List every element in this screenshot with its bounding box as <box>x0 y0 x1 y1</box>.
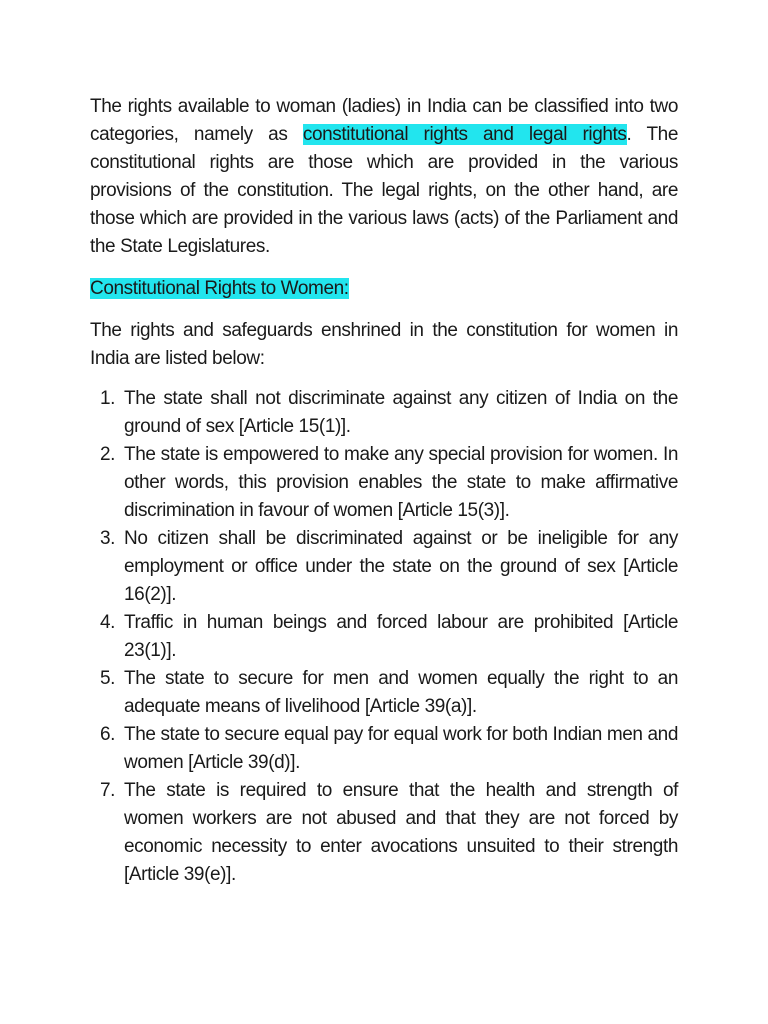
list-item <box>90 777 678 889</box>
list-item-number: 7. <box>100 780 116 801</box>
intro-paragraph <box>90 93 678 261</box>
list-item <box>90 721 678 777</box>
list-item-text: The state shall not discriminate against any citizen of India on the ground of sex [Article 15(1)]. <box>124 388 678 437</box>
list-item-text: The state to secure for men and women equally the right to an adequate means of livelihood [Article 39(a)]. <box>124 668 678 717</box>
highlighted-phrase: constitutional rights and legal rights <box>302 124 627 145</box>
list-item-number: 1. <box>100 388 116 409</box>
section-heading-text: Constitutional Rights to Women: <box>90 278 349 299</box>
list-item-number: 2. <box>100 444 116 465</box>
intro-text-end: . The constitutional rights are those which are provided in the various provisions of the constitution. The legal rights, on the other hand, are those which are provided in the various laws (acts) of the Parliament and the State Legislatures. <box>90 124 678 257</box>
list-item-text: The state to secure equal pay for equal work for both Indian men and women [Article 39(d)]. <box>124 724 678 773</box>
rights-list <box>90 385 678 889</box>
list-item <box>90 609 678 665</box>
list-item-text: The state is empowered to make any special provision for women. In other words, this provision enables the state to make affirmative discrimination in favour of women [Article 15(3)]. <box>124 444 678 521</box>
list-item-text: Traffic in human beings and forced labour are prohibited [Article 23(1)]. <box>124 612 678 661</box>
document-body <box>90 93 678 889</box>
list-item-text: The state is required to ensure that the health and strength of women workers are not abused and that they are not forced by economic necessity to enter avocations unsuited to their strength [Article 39(e)]. <box>124 780 678 885</box>
lead-paragraph: The rights and safeguards enshrined in the constitution for women in India are listed below: <box>90 320 678 369</box>
list-item-number: 6. <box>100 724 116 745</box>
list-item-number: 3. <box>100 528 116 549</box>
section-heading <box>90 275 678 303</box>
list-item <box>90 385 678 441</box>
list-item-text: No citizen shall be discriminated against or be ineligible for any employment or office under the state on the ground of sex [Article 16(2)]. <box>124 528 678 605</box>
list-item <box>90 441 678 525</box>
list-item-number: 5. <box>100 668 116 689</box>
list-item <box>90 525 678 609</box>
list-item <box>90 665 678 721</box>
list-item-number: 4. <box>100 612 116 633</box>
intro-text-start: The rights available to woman (ladies) in India can be classified into two categories, namely as <box>90 96 678 145</box>
